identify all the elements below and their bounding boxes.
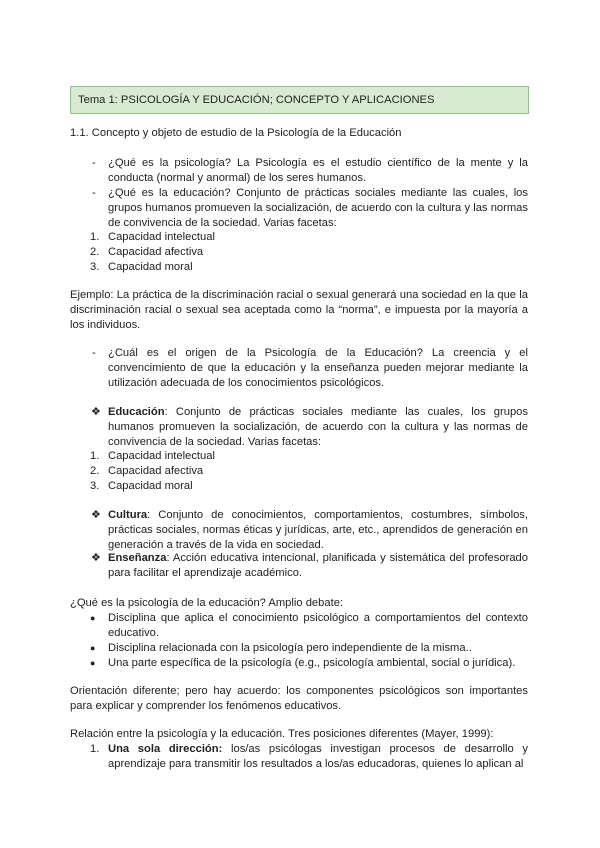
list-number: 1. bbox=[90, 450, 100, 462]
diamond-bullet-icon: ❖ bbox=[91, 509, 102, 521]
debate-item: Disciplina relacionada con la psicología pero independiente de la misma.. bbox=[108, 642, 472, 654]
position-text: los/as psicólogas investigan procesos de desarrollo y aprendizaje para transmitir los resultados a los/as educadoras, quienes lo aplican al bbox=[108, 743, 529, 770]
definition-text: : Conjunto de conocimientos, comportamientos, costumbres, símbolos, prácticas sociales, normas éticas y jurídicas, arte, etc., aprendidos de generación en generación a través de la vida en sociedad. bbox=[108, 509, 528, 551]
list-number: 1. bbox=[90, 231, 100, 243]
dash-item-educacion: ¿Qué es la educación? Conjunto de prácticas sociales mediante las cuales, los grupos humanos promueven la socialización, de acuerdo con la cultura y las normas de convivencia de la sociedad. Varias facetas: bbox=[108, 187, 528, 229]
debate-item: Disciplina que aplica el conocimiento psicológico a comportamientos del contexto educativo. bbox=[108, 612, 528, 639]
dot-bullet-icon: ● bbox=[90, 658, 96, 668]
topic-header: Tema 1: PSICOLOGÍA Y EDUCACIÓN; CONCEPTO Y APLICACIONES bbox=[78, 94, 435, 106]
orientation-paragraph: Orientación diferente; pero hay acuerdo: los componentes psicológicos son importantes para explicar y comprender los fenómenos educativos. bbox=[70, 685, 528, 712]
dash-marker: - bbox=[92, 187, 96, 199]
dash-marker: - bbox=[92, 157, 96, 169]
facet-item: Capacidad moral bbox=[108, 480, 193, 492]
debate-title: ¿Qué es la psicología de la educación? Amplio debate: bbox=[70, 597, 344, 609]
definition-ensenanza bbox=[108, 551, 528, 581]
dash-item-psicologia: ¿Qué es la psicología? La Psicología es el estudio científico de la mente y la conducta (normal y anormal) de los seres humanos. bbox=[108, 157, 528, 184]
definition-text: : Conjunto de prácticas sociales mediante las cuales, los grupos humanos promueven la socialización, de acuerdo con la cultura y las normas de convivencia de la sociedad. Varias facetas: bbox=[108, 406, 528, 448]
relation-title: Relación entre la psicología y la educación. Tres posiciones diferentes (Mayer, 1999): bbox=[70, 728, 494, 740]
list-number: 2. bbox=[90, 246, 100, 258]
term-educacion: Educación bbox=[108, 406, 165, 418]
term-cultura: Cultura bbox=[108, 509, 148, 521]
dot-bullet-icon: ● bbox=[90, 613, 96, 623]
definition-text: : Acción educativa intencional, planificada y sistemática del profesorado para facilitar el aprendizaje académico. bbox=[108, 552, 528, 579]
example-paragraph: Ejemplo: La práctica de la discriminación racial o sexual generará una sociedad en la que la discriminación racial o sexual sea aceptada como la “norma”, e impuesta por la mayoría a los individuos. bbox=[70, 289, 528, 331]
dot-bullet-icon: ● bbox=[90, 643, 96, 653]
term-ensenanza: Enseñanza bbox=[108, 552, 167, 564]
dash-marker: - bbox=[92, 347, 96, 359]
section-title: 1.1. Concepto y objeto de estudio de la Psicología de la Educación bbox=[70, 127, 402, 139]
topic-header-box bbox=[70, 86, 529, 114]
list-number: 3. bbox=[90, 261, 100, 273]
definition-educacion bbox=[108, 405, 528, 450]
list-number: 1. bbox=[90, 743, 100, 755]
diamond-bullet-icon: ❖ bbox=[91, 406, 102, 418]
facet-item: Capacidad intelectual bbox=[108, 231, 215, 243]
diamond-bullet-icon: ❖ bbox=[91, 552, 102, 564]
dash-item-origen: ¿Cuál es el origen de la Psicología de la Educación? La creencia y el convencimiento de que la educación y la enseñanza pueden mejorar mediante la utilización adecuada de los conocimientos psicológicos. bbox=[108, 347, 528, 389]
definition-cultura bbox=[108, 508, 528, 553]
facet-item: Capacidad intelectual bbox=[108, 450, 215, 462]
debate-item: Una parte específica de la psicología (e.g., psicología ambiental, social o jurídica). bbox=[108, 657, 516, 669]
facet-item: Capacidad afectiva bbox=[108, 246, 204, 258]
position-term: Una sola dirección: bbox=[108, 743, 223, 755]
facet-item: Capacidad moral bbox=[108, 261, 193, 273]
position-item bbox=[108, 742, 528, 772]
facet-item: Capacidad afectiva bbox=[108, 465, 204, 477]
list-number: 3. bbox=[90, 480, 100, 492]
list-number: 2. bbox=[90, 465, 100, 477]
